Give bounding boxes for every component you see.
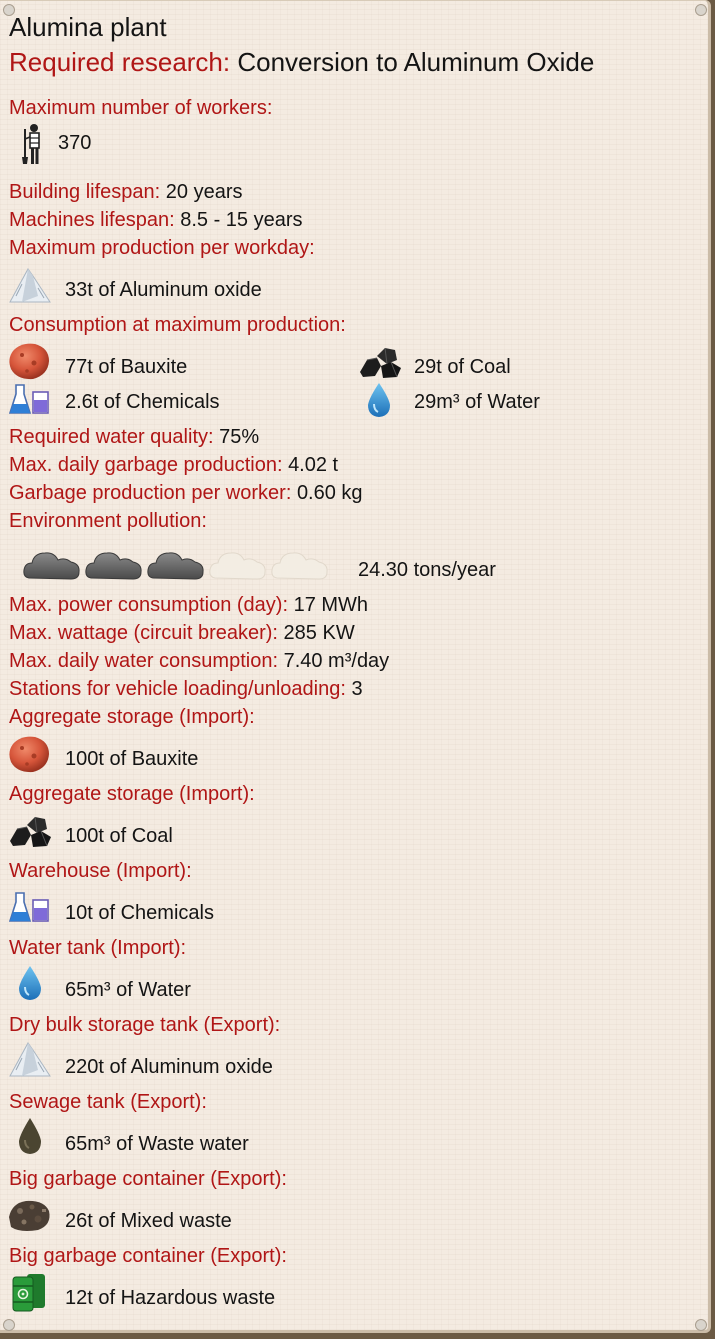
loading-stations-label: Stations for vehicle loading/unloading: [9, 678, 346, 700]
mixed-waste-icon [6, 1197, 52, 1233]
required-research [9, 47, 594, 77]
daily-water-consumption-label: Max. daily water consumption: [9, 650, 279, 672]
garbage-daily-label: Max. daily garbage production: [9, 454, 283, 476]
garbage-per-worker-label: Garbage production per worker: [9, 482, 292, 504]
machines-lifespan-label: Machines lifespan: [9, 209, 175, 231]
chemicals-icon [9, 382, 51, 416]
corner-nail [3, 1319, 15, 1331]
consumption-item-bauxite: 77t of Bauxite [65, 356, 188, 378]
loading-stations-value: 3 [351, 678, 363, 700]
storage-label: Warehouse (Import): [9, 860, 192, 882]
storage-label: Sewage tank (Export): [9, 1091, 207, 1113]
pollution-cloud-empty-icon [210, 553, 265, 579]
consumption-label: Consumption at maximum production: [9, 314, 346, 336]
corner-nail [695, 4, 707, 16]
power-consumption [9, 593, 368, 617]
worker-icon [20, 123, 46, 167]
storage-label: Big garbage container (Export): [9, 1245, 287, 1267]
power-consumption-label: Max. power consumption (day): [9, 594, 289, 616]
water-quality-label: Required water quality: [9, 426, 214, 448]
aluminum-oxide-icon [8, 266, 52, 304]
required-research-value: Conversion to Aluminum Oxide [237, 47, 595, 77]
max-wattage-label: Max. wattage (circuit breaker): [9, 622, 278, 644]
storage-label: Aggregate storage (Import): [9, 706, 255, 728]
coal-icon [357, 344, 403, 380]
building-lifespan [9, 180, 243, 204]
storage-label: Aggregate storage (Import): [9, 783, 255, 805]
storage-item: 26t of Mixed waste [65, 1210, 232, 1232]
loading-stations [9, 677, 363, 701]
aluminum-oxide-icon [8, 1040, 52, 1078]
machines-lifespan [9, 208, 303, 232]
chemicals-icon [9, 890, 51, 924]
pollution-cloud-filled-icon [24, 553, 79, 579]
garbage-per-worker-value: 0.60 kg [296, 482, 363, 504]
pollution-label: Environment pollution: [9, 510, 207, 532]
storage-item: 65m³ of Water [65, 979, 191, 1001]
waste-water-icon [16, 1117, 44, 1155]
storage-label: Water tank (Import): [9, 937, 187, 959]
pollution-value: 24.30 tons/year [358, 559, 496, 581]
required-research-label: Required research: [9, 47, 231, 77]
bauxite-icon [7, 341, 51, 381]
building-lifespan-label: Building lifespan: [9, 181, 161, 203]
garbage-per-worker [9, 481, 363, 505]
pollution-cloud-filled-icon [148, 553, 203, 579]
bauxite-icon [7, 734, 51, 774]
daily-water-consumption [9, 649, 389, 673]
consumption-item-chemicals: 2.6t of Chemicals [65, 391, 220, 413]
workers-value: 370 [58, 132, 92, 154]
pollution-cloud-empty-icon [272, 553, 327, 579]
storage-item: 12t of Hazardous waste [65, 1287, 276, 1309]
storage-item: 100t of Coal [65, 825, 173, 847]
hazardous-waste-icon [11, 1272, 47, 1312]
corner-nail [695, 1319, 707, 1331]
max-wattage-value: 285 KW [283, 622, 355, 644]
power-consumption-value: 17 MWh [293, 594, 369, 616]
storage-item: 220t of Aluminum oxide [65, 1056, 273, 1078]
workers-label: Maximum number of workers: [9, 97, 273, 119]
water-quality-value: 75% [219, 426, 260, 448]
machines-lifespan-value: 8.5 - 15 years [180, 209, 303, 231]
water-quality [9, 425, 259, 449]
water-icon [365, 382, 393, 418]
garbage-daily [9, 453, 338, 477]
storage-item: 100t of Bauxite [65, 748, 199, 770]
daily-water-consumption-value: 7.40 m³/day [283, 650, 390, 672]
production-item-aluminum-oxide: 33t of Aluminum oxide [65, 279, 262, 301]
pollution-cloud-filled-icon [86, 553, 141, 579]
consumption-item-coal: 29t of Coal [414, 356, 511, 378]
garbage-daily-value: 4.02 t [288, 454, 339, 476]
storage-item: 65m³ of Waste water [65, 1133, 249, 1155]
production-label: Maximum production per workday: [9, 237, 315, 259]
consumption-item-water: 29m³ of Water [414, 391, 540, 413]
coal-icon [7, 813, 53, 849]
storage-label: Big garbage container (Export): [9, 1168, 287, 1190]
water-icon [16, 965, 44, 1001]
building-title: Alumina plant [9, 12, 167, 42]
max-wattage [9, 621, 355, 645]
storage-label: Dry bulk storage tank (Export): [9, 1014, 281, 1036]
pollution-rating [23, 546, 343, 591]
building-lifespan-value: 20 years [165, 181, 243, 203]
storage-item: 10t of Chemicals [65, 902, 214, 924]
